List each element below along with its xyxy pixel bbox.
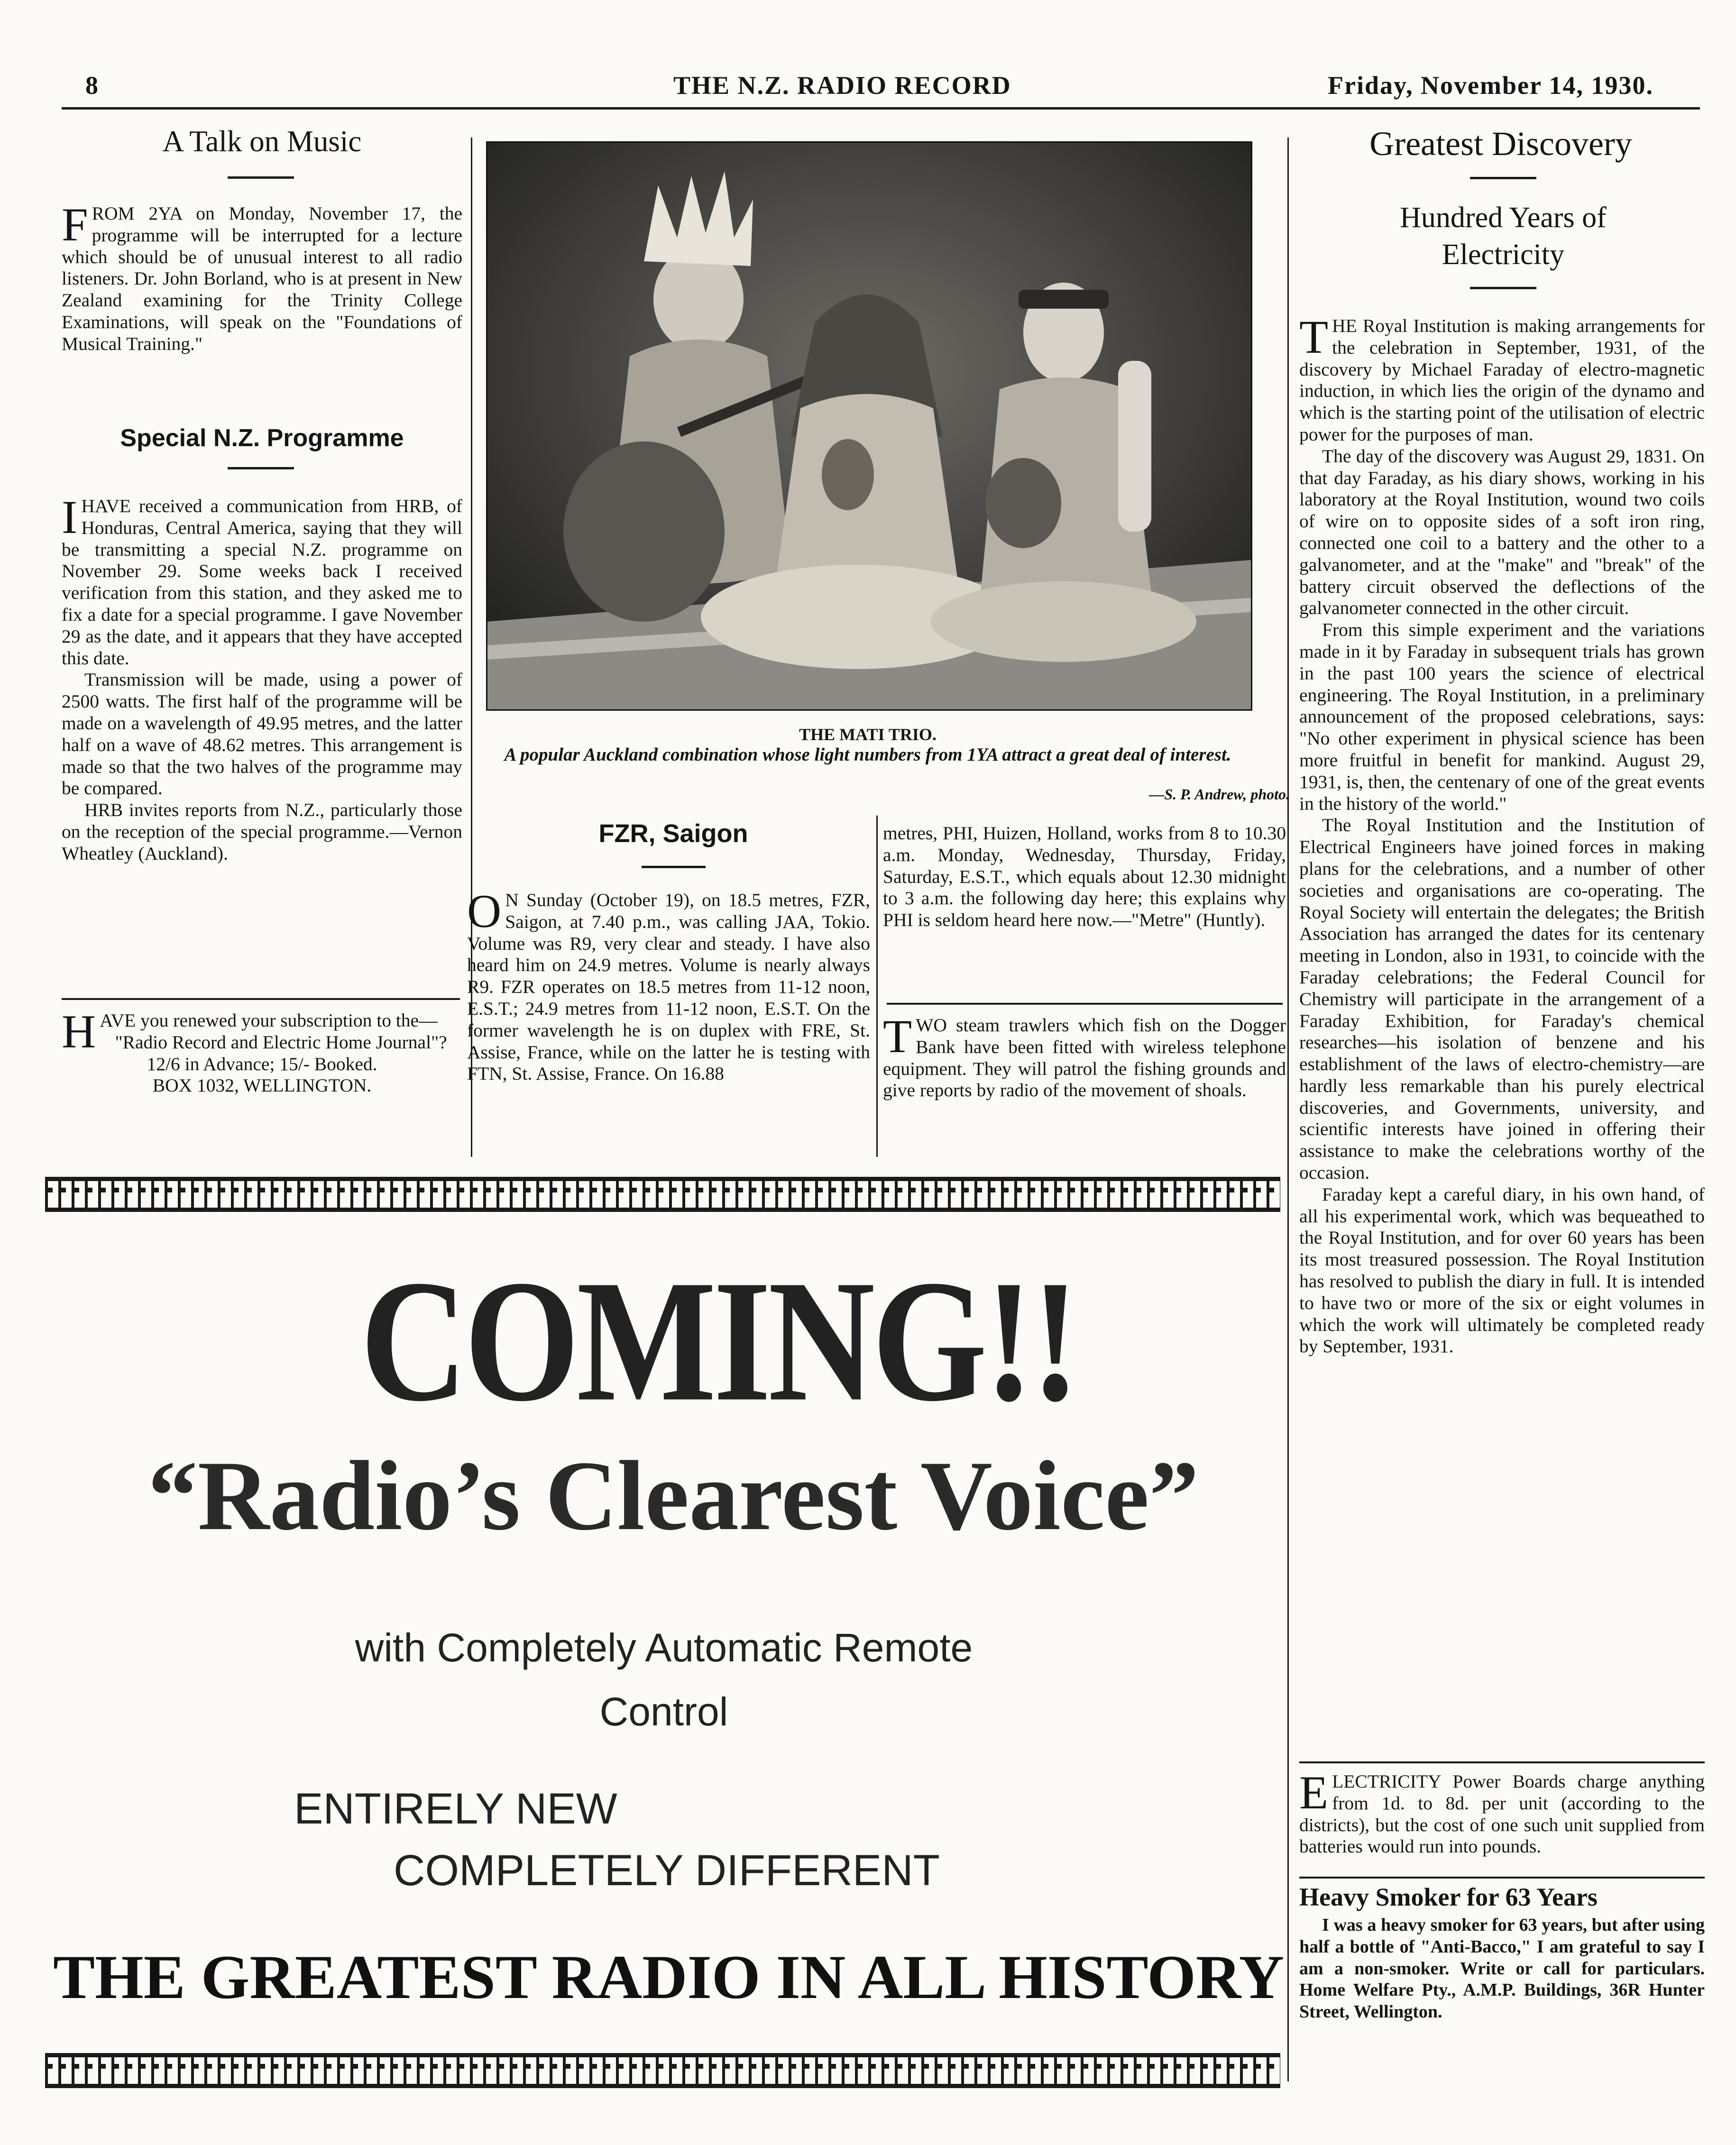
special-nz-body: IHAVE received a communication from HRB, of Honduras, Central America, saying that they will be transmitting a special N.Z. programme on November 29. Some weeks back I received verification from this station, and they asked me to fix a date for a special programme. I gave November 29 as the date, and it appears that they have accepted this date. Transmission will be made, using a power of 2500 watts. The first half of the programme will be made on a wavelength of 49.95 metres, and the latter half on a wave of 48.62 metres. This arrangement is made so that the two halves of the programme may be compared. HRB invites reports from N.Z., particularly those on the reception of the special programme.—Vernon Wheatley (Auckland). <box>62 491 462 864</box>
box-rule <box>1299 1761 1705 1763</box>
greek-key-border <box>45 1177 1280 1212</box>
talk-on-music-body: FROM 2YA on Monday, November 17, the programme will be interrupted for a lecture which should be of unusual interest to all radio listeners. Dr. John Borland, who is at present in New Zealand examining for the Trinity College Examinations, will speak on the "Foundations of Musical Training." <box>62 198 462 354</box>
photo-caption-text: A popular Auckland combination whose light numbers from 1YA attract a great deal of interest. <box>504 744 1231 765</box>
box-rule <box>887 1003 1283 1005</box>
fzr-body-part-2: metres, PHI, Huizen, Holland, works from 8 to 10.30 a.m. Monday, Wednesday, Thursday, Friday, Saturday, E.S.T., which equals about 12.30 midnight to 3 a.m. the following day here; this explains why PHI is seldom heard here now.—"Metre" (Huntly). <box>883 823 1286 931</box>
faraday-subtitle: Hundred Years of Electricity <box>1400 202 1607 271</box>
ad-greatest-radio: THE GREATEST RADIO IN ALL HISTORY <box>53 1942 1284 2012</box>
section-rule <box>1470 177 1536 179</box>
drop-cap: F <box>62 198 88 251</box>
ad-remote-line-2: Control <box>599 1689 728 1734</box>
box-rule <box>62 998 460 1000</box>
issue-date: Friday, November 14, 1930. <box>1328 71 1653 100</box>
section-rule <box>642 866 706 868</box>
ad-completely-different: COMPLETELY DIFFERENT <box>394 1846 940 1895</box>
drop-cap: O <box>467 885 502 937</box>
photo-illustration <box>487 143 1251 709</box>
fzr-body-part-1: O N Sunday (October 19), on 18.5 metres, FZR, Saigon, at 7.40 p.m., was calling JAA, Tokio. Volume was R9, very clear and steady. I have also heard him on 24.9 metres. Volume is nearly always R9. FZR operates on 18.5 metres from 11-12 noon, E.S.T.; 24.9 metres from 11-12 noon, E.S.T. On the former wavelength he is on duplex with FRE, St. Assise, France, while on the latter he is testing with FTN, St. Assise, France. On 16.88 <box>467 885 870 1084</box>
masthead-rule <box>62 107 1700 110</box>
faraday-body: THE Royal Institution is making arrangements for the celebration in September, 1931, of the discovery by Michael Faraday of electro-magnetic induction, in which lies the origin of the dynamo and which is the starting point of the utilisation of electric power for the purposes of man. The day of the discovery was August 29, 1831. On that day Faraday, as his diary shows, working in his laboratory at the Royal Institution, wound two coils of wire on to opposite sides of a soft iron ring, connected one coil to a battery and the other to a galvanometer, and at the "make" and "break" of the battery circuit observed the deflections of the galvanometer connected in the other circuit. From this simple experiment and the variations made in it by Faraday in subsequent trials has grown in the past 100 years the science of electrical engineering. The Royal Institution, in a preliminary announcement of the proposed celebrations, says: "No other experiment in physical science has been more fruitful in benefit for mankind. August 29, 1931, is, then, the centenary of one of the great events in the history of the world." The Royal Institution and the Institution of Electrical Engineers have joined forces in making plans for the celebrations, and a number of other societies and organisations are co-operating. The Royal Society will entertain the delegates; the British Association has arranged the dates for its centenary meeting in London, also in 1931, to coincide with the Faraday celebrations; the Federal Council for Chemistry will participate in the arrangement of a Faraday Exhibition, for Faraday's chemical researches—his isolation of benzene and his establishment of the laws of electro-chemistry—are hardly less remarkable than his purely electrical discoveries, and Governments, university, and scientific interests have joined in offering their assistance to make the celebrations worthy of the occasion. Faraday kept a careful diary, in his own hand, of all his experimental work, which was bequeathed to the Royal Institution, and for over 60 years has been its most treasured possession. The Royal Institution has resolved to publish the diary in full. It is intended to have two or more of the six or eight volumes in which the work will ultimately be completed ready by September, 1931. <box>1299 311 1705 1357</box>
section-rule <box>228 176 294 179</box>
ad-remote-line-1: with Completely Automatic Remote <box>355 1625 973 1670</box>
talk-on-music-title: A Talk on Music <box>162 125 362 158</box>
drop-cap: T <box>883 1010 912 1063</box>
ad-entirely-new: ENTIRELY NEW <box>294 1785 617 1833</box>
box-rule <box>1299 1877 1705 1879</box>
page-number: 8 <box>85 71 99 100</box>
smoker-title: Heavy Smoker for 63 Years <box>1299 1883 1598 1911</box>
ad-coming-headline: COMING!! <box>360 1244 1077 1438</box>
ad-radio-slogan: “Radio’s Clearest Voice” <box>147 1441 1199 1551</box>
section-rule <box>228 467 294 469</box>
drop-cap: H <box>62 1005 96 1058</box>
photo-caption-title: THE MATI TRIO. <box>799 725 937 744</box>
trawlers-item: TWO steam trawlers which fish on the Dogger Bank have been fitted with wireless telephone equipment. They will patrol the fishing grounds and give reports by radio of the movement of shoals. <box>883 1010 1286 1101</box>
publication-title: THE N.Z. RADIO RECORD <box>673 71 1011 100</box>
drop-cap: T <box>1299 311 1329 363</box>
section-rule <box>1470 287 1536 289</box>
subscription-notice: HAVE you renewed your subscription to the— "Radio Record and Electric Home Journal"? 12/6 in Advance; 15/- Booked. BOX 1032, WELLINGTON. <box>62 1005 447 1096</box>
drop-cap: I <box>62 491 78 543</box>
photo-credit: —S. P. Andrew, photo. <box>1149 786 1290 803</box>
special-nz-title: Special N.Z. Programme <box>120 424 404 452</box>
smoker-body: I was a heavy smoker for 63 years, but after using half a bottle of "Anti-Bacco," I am grateful to say I am a non-smoker. Write or call for particulars. Home Welfare Pty., A.M.P. Buildings, 36R Hunter Street, Wellington. <box>1299 1915 1705 2022</box>
mati-trio-photo <box>486 141 1252 711</box>
column-divider <box>876 816 878 1157</box>
fzr-title: FZR, Saigon <box>598 819 748 848</box>
greek-key-border <box>45 2053 1280 2088</box>
column-divider <box>1287 138 1289 2081</box>
drop-cap: E <box>1299 1766 1329 1819</box>
electricity-item: ELECTRICITY Power Boards charge anything from 1d. to 8d. per unit (according to the districts), but the cost of one such unit supplied from batteries would run into pounds. <box>1299 1766 1705 1857</box>
faraday-title: Greatest Discovery <box>1369 125 1632 163</box>
